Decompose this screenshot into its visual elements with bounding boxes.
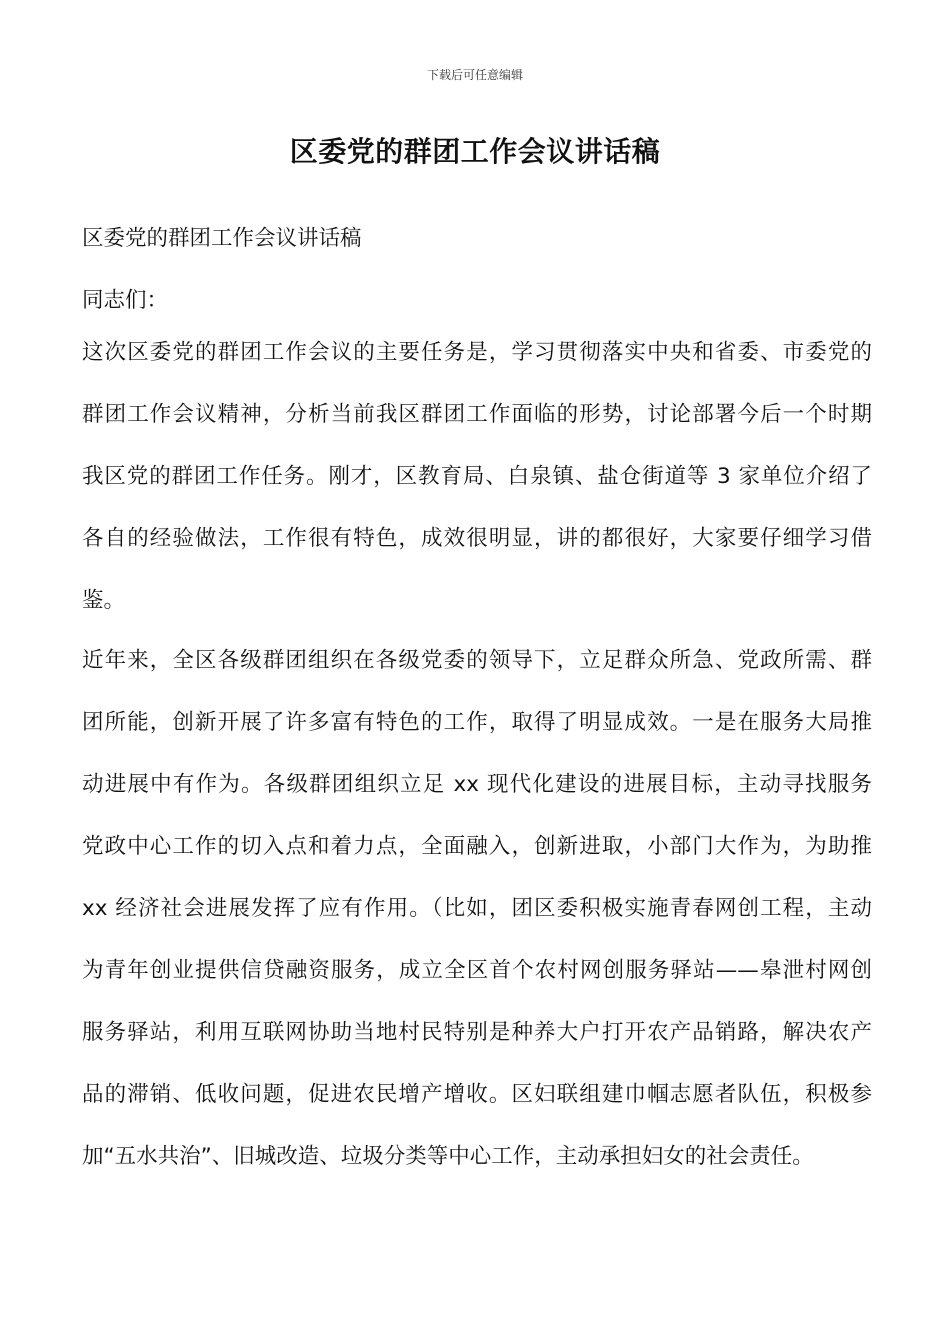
paragraph-line: xx 经济社会进展发挥了应有作用。（比如，团区委积极实施青春网创工程，主动 [82, 896, 872, 921]
paragraph-line: 我区党的群团工作任务。刚才，区教育局、白泉镇、盐仓街道等 3 家单位介绍了 [82, 464, 872, 489]
paragraph-2 [82, 630, 872, 1188]
document-title: 区委党的群团工作会议讲话稿 [289, 135, 661, 168]
paragraph-line: 党政中心工作的切入点和着力点，全面融入，创新进取，小部门大作为，为助推 [82, 834, 872, 859]
paragraph-line: 加“五水共治”、旧城改造、垃圾分类等中心工作，主动承担妇女的社会责任。 [82, 1144, 814, 1169]
paragraph-line: 动进展中有作为。各级群团组织立足 xx 现代化建设的进展目标，主动寻找服务 [82, 772, 872, 797]
paragraph-line: 近年来，全区各级群团组织在各级党委的领导下，立足群众所急、党政所需、群 [82, 648, 872, 673]
paragraph-line: 各自的经验做法，工作很有特色，成效很明显，讲的都很好，大家要仔细学习借 [82, 526, 872, 551]
paragraph-line: 服务驿站，利用互联网协助当地村民特别是种养大户打开农产品销路，解决农产 [82, 1020, 872, 1045]
paragraph-line: 为青年创业提供信贷融资服务，成立全区首个农村网创服务驿站——皋泄村网创 [82, 958, 872, 983]
subtitle-line-block [82, 208, 872, 332]
paragraph-1 [82, 322, 872, 632]
paragraph-line: 品的滞销、低收问题，促进农民增产增收。区妇联组建巾帼志愿者队伍，积极参 [82, 1082, 872, 1107]
paragraph-line: 团所能，创新开展了许多富有特色的工作，取得了明显成效。一是在服务大局推 [82, 710, 872, 735]
paragraph-line: 鉴。 [82, 588, 126, 613]
subtitle-line: 区委党的群团工作会议讲话稿 [82, 226, 362, 251]
paragraph-line: 群团工作会议精神，分析当前我区群团工作面临的形势，讨论部署今后一个时期 [82, 402, 872, 427]
paragraph-line: 这次区委党的群团工作会议的主要任务是，学习贯彻落实中央和省委、市委党的 [82, 340, 872, 365]
header-note: 下载后可任意编辑 [426, 68, 523, 82]
salutation: 同志们： [82, 288, 169, 313]
